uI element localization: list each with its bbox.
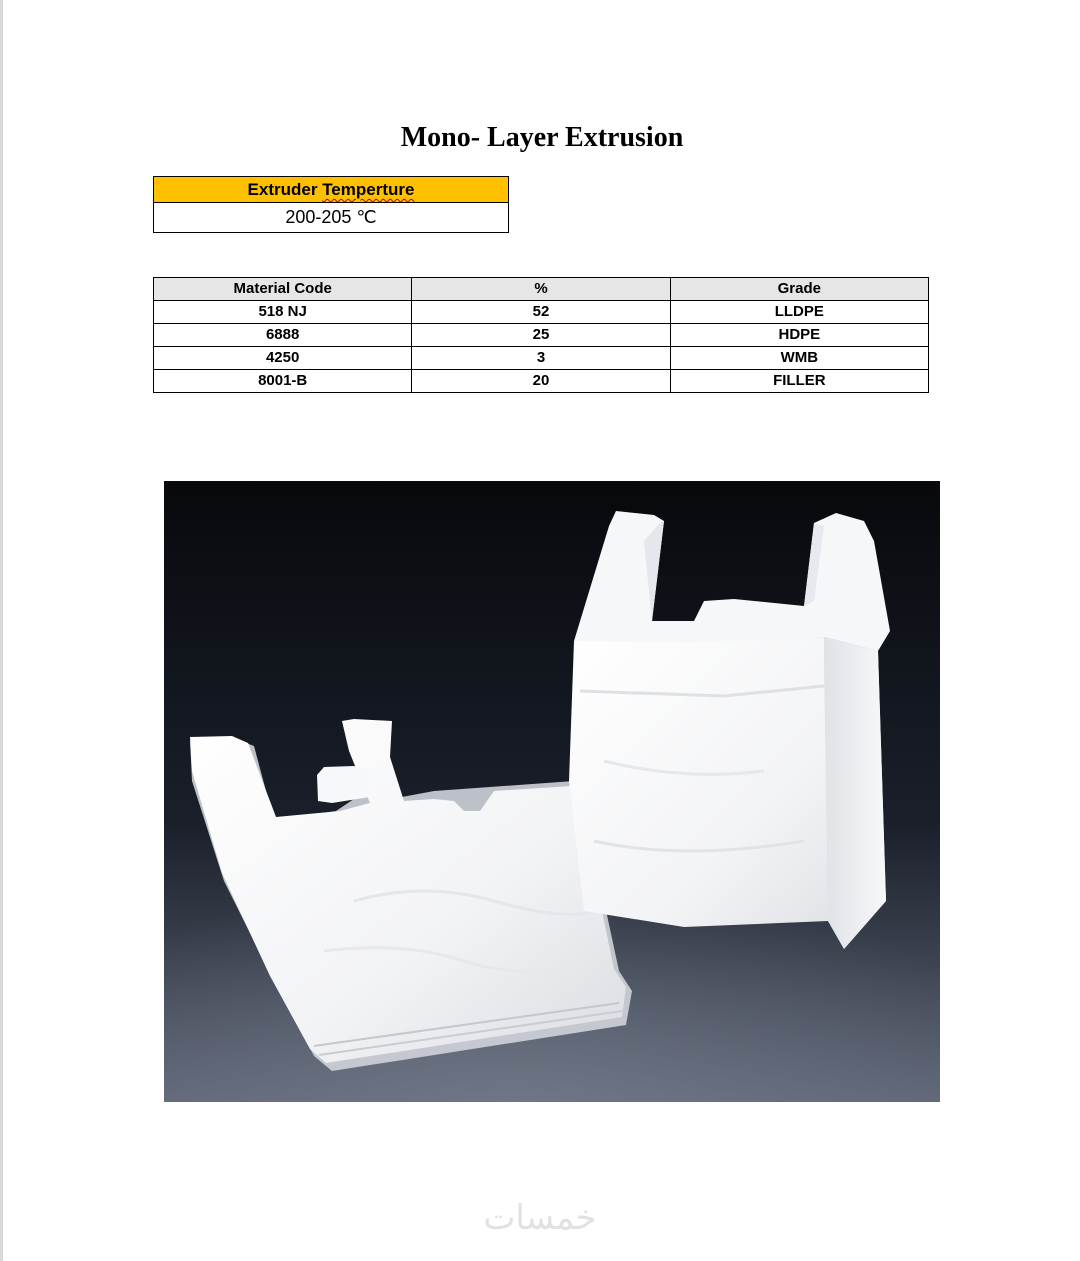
cell-material-code: 518 NJ — [154, 301, 412, 324]
table-row — [154, 324, 929, 347]
cell-grade: LLDPE — [670, 301, 928, 324]
header-word-temperture-misspelled: Temperture — [322, 180, 415, 199]
header-word-extruder: Extruder — [247, 180, 318, 199]
document-title: Mono- Layer Extrusion — [400, 122, 684, 153]
plastic-bags-photo — [164, 481, 940, 1102]
cell-material-code: 8001-B — [154, 370, 412, 393]
temperature-table-header — [154, 177, 509, 203]
page-left-border — [0, 0, 3, 1261]
table-row — [154, 370, 929, 393]
cell-grade: HDPE — [670, 324, 928, 347]
col-header-percent: % — [412, 278, 670, 301]
cell-material-code: 6888 — [154, 324, 412, 347]
material-table — [153, 277, 929, 393]
cell-percent: 20 — [412, 370, 670, 393]
cell-percent: 3 — [412, 347, 670, 370]
table-row — [154, 347, 929, 370]
cell-percent: 52 — [412, 301, 670, 324]
watermark-logo: خمسات — [483, 1198, 597, 1238]
cell-percent: 25 — [412, 324, 670, 347]
col-header-grade: Grade — [670, 278, 928, 301]
col-header-material-code: Material Code — [154, 278, 412, 301]
cell-material-code: 4250 — [154, 347, 412, 370]
extruder-temperature-table — [153, 176, 509, 233]
cell-grade: WMB — [670, 347, 928, 370]
table-row — [154, 301, 929, 324]
material-table-header-row — [154, 278, 929, 301]
cell-grade: FILLER — [670, 370, 928, 393]
temperature-value: 200-205 ℃ — [154, 203, 509, 233]
